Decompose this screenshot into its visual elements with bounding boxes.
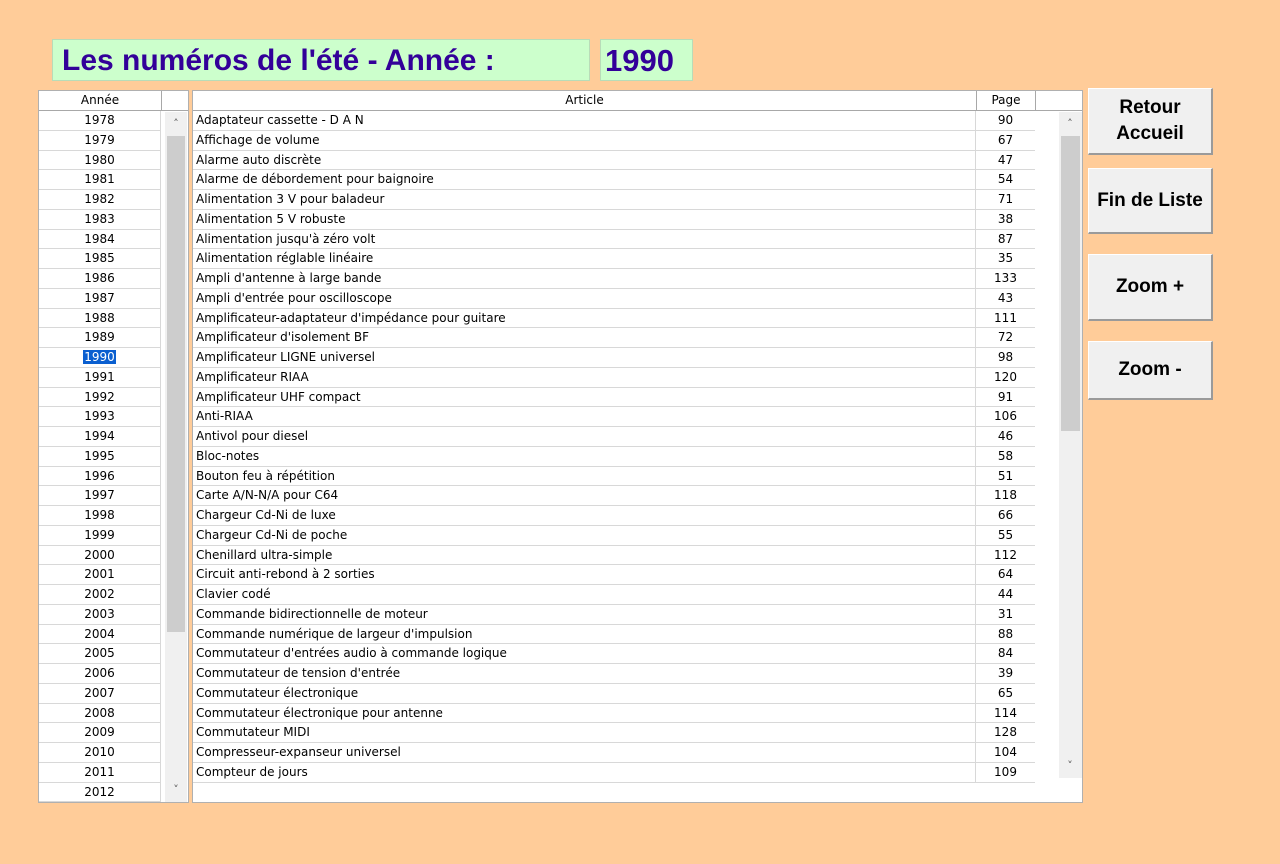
year-list[interactable] bbox=[38, 90, 189, 803]
article-scroll-thumb[interactable] bbox=[1061, 136, 1080, 431]
article-page: 67 bbox=[997, 132, 1014, 147]
year-scrollbar[interactable] bbox=[165, 112, 187, 802]
article-title: Compresseur-expanseur universel bbox=[193, 743, 976, 762]
article-title: Alimentation jusqu'à zéro volt bbox=[193, 230, 976, 249]
year-label: 1981 bbox=[84, 172, 115, 187]
table-row[interactable] bbox=[193, 565, 1035, 585]
article-list[interactable] bbox=[192, 90, 1083, 803]
year-label: 2003 bbox=[84, 606, 115, 621]
year-list-item[interactable] bbox=[39, 585, 161, 605]
article-page: 90 bbox=[997, 113, 1014, 127]
article-page: 112 bbox=[994, 547, 1017, 562]
zoom-out-button[interactable]: Zoom - bbox=[1088, 341, 1213, 400]
article-page: 55 bbox=[997, 527, 1014, 542]
year-label: 1989 bbox=[84, 330, 115, 345]
article-page: 47 bbox=[997, 152, 1014, 167]
article-title: Amplificateur d'isolement BF bbox=[193, 328, 976, 347]
year-label: 1985 bbox=[84, 251, 115, 266]
article-page: 104 bbox=[994, 745, 1017, 759]
scroll-up-icon[interactable]: ˄ bbox=[173, 117, 179, 130]
year-label: 2009 bbox=[84, 725, 115, 740]
article-page: 46 bbox=[997, 429, 1014, 443]
table-row[interactable] bbox=[193, 467, 1035, 487]
article-page: 51 bbox=[997, 468, 1014, 483]
table-row[interactable] bbox=[193, 210, 1035, 230]
table-row[interactable] bbox=[193, 723, 1035, 743]
year-label: 1993 bbox=[84, 409, 115, 424]
year-label: 1988 bbox=[84, 310, 115, 325]
year-list-item[interactable] bbox=[39, 644, 161, 664]
year-list-item[interactable] bbox=[39, 526, 161, 546]
year-label: 1980 bbox=[84, 152, 115, 167]
article-title: Alimentation 3 V pour baladeur bbox=[193, 190, 976, 209]
table-row[interactable] bbox=[193, 170, 1035, 190]
table-row[interactable] bbox=[193, 269, 1035, 289]
article-title: Commande numérique de largeur d'impulsion bbox=[193, 625, 976, 644]
article-page: 65 bbox=[997, 685, 1014, 700]
article-title: Commande bidirectionnelle de moteur bbox=[193, 605, 976, 624]
year-scroll-thumb[interactable] bbox=[167, 136, 185, 632]
article-title: Ampli d'antenne à large bande bbox=[193, 269, 976, 288]
year-label: 2001 bbox=[84, 567, 115, 582]
article-page: 35 bbox=[997, 251, 1014, 266]
article-title: Ampli d'entrée pour oscilloscope bbox=[193, 289, 976, 308]
article-title: Adaptateur cassette - D A N bbox=[193, 111, 976, 130]
year-label: 1983 bbox=[84, 211, 115, 226]
year-list-item[interactable] bbox=[39, 447, 161, 467]
article-page: 109 bbox=[994, 764, 1017, 779]
table-row[interactable] bbox=[193, 427, 1035, 447]
year-list-item[interactable] bbox=[39, 328, 161, 348]
article-title: Amplificateur RIAA bbox=[193, 368, 976, 387]
year-list-item[interactable] bbox=[39, 170, 161, 190]
year-list-item[interactable] bbox=[39, 309, 161, 329]
year-label: 2007 bbox=[84, 685, 115, 700]
article-column-header[interactable]: Article bbox=[193, 91, 977, 111]
table-row[interactable] bbox=[193, 249, 1035, 269]
year-label: 1996 bbox=[84, 468, 115, 483]
year-label: 2002 bbox=[84, 587, 115, 601]
year-label: 2005 bbox=[84, 646, 115, 661]
scroll-down-icon[interactable]: ˅ bbox=[173, 783, 179, 796]
year-label: 1999 bbox=[84, 527, 115, 542]
year-list-item[interactable] bbox=[39, 506, 161, 526]
article-page: 58 bbox=[997, 448, 1014, 463]
year-list-item[interactable] bbox=[39, 743, 161, 763]
year-list-item[interactable] bbox=[39, 704, 161, 724]
table-row[interactable] bbox=[193, 664, 1035, 684]
year-list-item[interactable] bbox=[39, 388, 161, 408]
year-header-spacer bbox=[162, 91, 188, 111]
year-list-item[interactable] bbox=[39, 625, 161, 645]
article-page: 64 bbox=[997, 567, 1014, 582]
table-row[interactable] bbox=[193, 644, 1035, 664]
article-page: 128 bbox=[994, 725, 1017, 740]
article-page: 38 bbox=[997, 211, 1014, 226]
article-title: Chargeur Cd-Ni de poche bbox=[193, 526, 976, 545]
article-title: Commutateur de tension d'entrée bbox=[193, 664, 976, 683]
article-title: Alarme de débordement pour baignoire bbox=[193, 170, 976, 189]
year-list-item[interactable] bbox=[39, 348, 161, 368]
year-label: 1995 bbox=[84, 448, 115, 463]
year-list-item[interactable] bbox=[39, 427, 161, 447]
article-scrollbar[interactable] bbox=[1059, 112, 1082, 778]
article-title: Amplificateur LIGNE universel bbox=[193, 348, 976, 367]
year-list-item[interactable] bbox=[39, 230, 161, 250]
year-list-item[interactable] bbox=[39, 664, 161, 684]
article-title: Antivol pour diesel bbox=[193, 427, 976, 446]
year-label: 1990 bbox=[84, 350, 115, 364]
table-row[interactable] bbox=[193, 704, 1035, 724]
article-title: Amplificateur-adaptateur d'impédance pour guitare bbox=[193, 309, 976, 328]
article-title: Anti-RIAA bbox=[193, 407, 976, 426]
year-label: 1994 bbox=[84, 429, 115, 443]
table-row[interactable] bbox=[193, 684, 1035, 704]
article-page: 44 bbox=[997, 587, 1014, 601]
article-page: 118 bbox=[994, 488, 1017, 503]
article-header-spacer bbox=[1036, 91, 1082, 111]
zoom-in-button[interactable]: Zoom + bbox=[1088, 254, 1213, 321]
article-page: 31 bbox=[997, 606, 1014, 621]
article-page: 106 bbox=[994, 409, 1017, 424]
table-row[interactable] bbox=[193, 486, 1035, 506]
year-list-item[interactable] bbox=[39, 546, 161, 566]
year-label: 2012 bbox=[84, 784, 115, 799]
table-row[interactable] bbox=[193, 625, 1035, 645]
year-label: 1982 bbox=[84, 192, 115, 206]
article-page: 71 bbox=[997, 192, 1014, 206]
year-label: 1979 bbox=[84, 132, 115, 147]
page-title: Les numéros de l'été - Année : bbox=[52, 39, 590, 81]
table-row[interactable] bbox=[193, 407, 1035, 427]
table-row[interactable] bbox=[193, 506, 1035, 526]
scroll-up-icon[interactable]: ˄ bbox=[1067, 117, 1073, 130]
table-row[interactable] bbox=[193, 348, 1035, 368]
article-title: Commutateur MIDI bbox=[193, 723, 976, 742]
table-row[interactable] bbox=[193, 585, 1035, 605]
year-list-item[interactable] bbox=[39, 289, 161, 309]
table-row[interactable] bbox=[193, 447, 1035, 467]
article-title: Clavier codé bbox=[193, 585, 976, 604]
year-label: 2004 bbox=[84, 626, 115, 641]
article-title: Chargeur Cd-Ni de luxe bbox=[193, 506, 976, 525]
year-list-item[interactable] bbox=[39, 723, 161, 743]
table-row[interactable] bbox=[193, 546, 1035, 566]
year-list-item[interactable] bbox=[39, 368, 161, 388]
article-title: Commutateur électronique bbox=[193, 684, 976, 703]
year-list-item[interactable] bbox=[39, 783, 161, 803]
year-label: 1986 bbox=[84, 271, 115, 285]
year-label: 1992 bbox=[84, 389, 115, 404]
table-row[interactable] bbox=[193, 526, 1035, 546]
year-label: 2008 bbox=[84, 705, 115, 720]
article-title: Bloc-notes bbox=[193, 447, 976, 466]
year-list-item[interactable] bbox=[39, 684, 161, 704]
article-page: 43 bbox=[997, 290, 1014, 305]
table-row[interactable] bbox=[193, 230, 1035, 250]
article-page: 54 bbox=[997, 172, 1014, 187]
article-title: Commutateur électronique pour antenne bbox=[193, 704, 976, 723]
table-row[interactable] bbox=[193, 289, 1035, 309]
article-title: Alarme auto discrète bbox=[193, 151, 976, 170]
table-row[interactable] bbox=[193, 111, 1035, 131]
article-title: Bouton feu à répétition bbox=[193, 467, 976, 486]
article-title: Circuit anti-rebond à 2 sorties bbox=[193, 565, 976, 584]
year-label: 2011 bbox=[84, 764, 115, 779]
table-row[interactable] bbox=[193, 309, 1035, 329]
table-row[interactable] bbox=[193, 605, 1035, 625]
table-row[interactable] bbox=[193, 328, 1035, 348]
article-page: 133 bbox=[994, 271, 1017, 285]
article-title: Chenillard ultra-simple bbox=[193, 546, 976, 565]
article-page: 98 bbox=[997, 350, 1014, 364]
table-row[interactable] bbox=[193, 368, 1035, 388]
year-list-item[interactable] bbox=[39, 111, 161, 131]
article-title: Commutateur d'entrées audio à commande logique bbox=[193, 644, 976, 663]
article-title: Carte A/N-N/A pour C64 bbox=[193, 486, 976, 505]
year-list-item[interactable] bbox=[39, 467, 161, 487]
year-list-item[interactable] bbox=[39, 151, 161, 171]
year-label: 1978 bbox=[84, 113, 115, 127]
page-column-header[interactable]: Page bbox=[977, 91, 1036, 111]
year-list-item[interactable] bbox=[39, 486, 161, 506]
article-page: 72 bbox=[997, 330, 1014, 345]
year-label: 2010 bbox=[84, 745, 115, 759]
article-page: 66 bbox=[997, 508, 1014, 522]
year-label: 2006 bbox=[84, 666, 115, 680]
article-page: 88 bbox=[997, 626, 1014, 641]
table-row[interactable] bbox=[193, 190, 1035, 210]
article-page: 111 bbox=[994, 310, 1017, 325]
year-list-item[interactable] bbox=[39, 605, 161, 625]
table-row[interactable] bbox=[193, 388, 1035, 408]
year-label: 1987 bbox=[84, 290, 115, 305]
article-title: Compteur de jours bbox=[193, 763, 976, 782]
end-of-list-button[interactable]: Fin de Liste bbox=[1088, 168, 1213, 234]
selected-year-display: 1990 bbox=[600, 39, 693, 81]
year-label: 1991 bbox=[84, 369, 115, 384]
article-page: 120 bbox=[994, 369, 1017, 384]
year-label: 1984 bbox=[84, 231, 115, 246]
article-page: 84 bbox=[997, 646, 1014, 661]
year-column-header[interactable]: Année bbox=[39, 91, 162, 111]
year-list-item[interactable] bbox=[39, 763, 161, 783]
article-page: 114 bbox=[994, 705, 1017, 720]
article-title: Alimentation réglable linéaire bbox=[193, 249, 976, 268]
article-page: 87 bbox=[997, 231, 1014, 246]
year-list-item[interactable] bbox=[39, 210, 161, 230]
table-row[interactable] bbox=[193, 743, 1035, 763]
article-page: 39 bbox=[997, 666, 1014, 680]
article-title: Amplificateur UHF compact bbox=[193, 388, 976, 407]
table-row[interactable] bbox=[193, 763, 1035, 783]
year-list-item[interactable] bbox=[39, 190, 161, 210]
article-title: Affichage de volume bbox=[193, 131, 976, 150]
table-row[interactable] bbox=[193, 131, 1035, 151]
year-label: 2000 bbox=[84, 547, 115, 562]
article-page: 91 bbox=[997, 389, 1014, 404]
year-list-item[interactable] bbox=[39, 131, 161, 151]
year-label: 1998 bbox=[84, 508, 115, 522]
article-title: Alimentation 5 V robuste bbox=[193, 210, 976, 229]
year-list-item[interactable] bbox=[39, 249, 161, 269]
home-button[interactable]: Retour Accueil bbox=[1088, 88, 1213, 155]
year-list-item[interactable] bbox=[39, 269, 161, 289]
scroll-down-icon[interactable]: ˅ bbox=[1067, 759, 1073, 772]
table-row[interactable] bbox=[193, 151, 1035, 171]
year-list-item[interactable] bbox=[39, 407, 161, 427]
year-label: 1997 bbox=[84, 488, 115, 503]
year-list-item[interactable] bbox=[39, 565, 161, 585]
